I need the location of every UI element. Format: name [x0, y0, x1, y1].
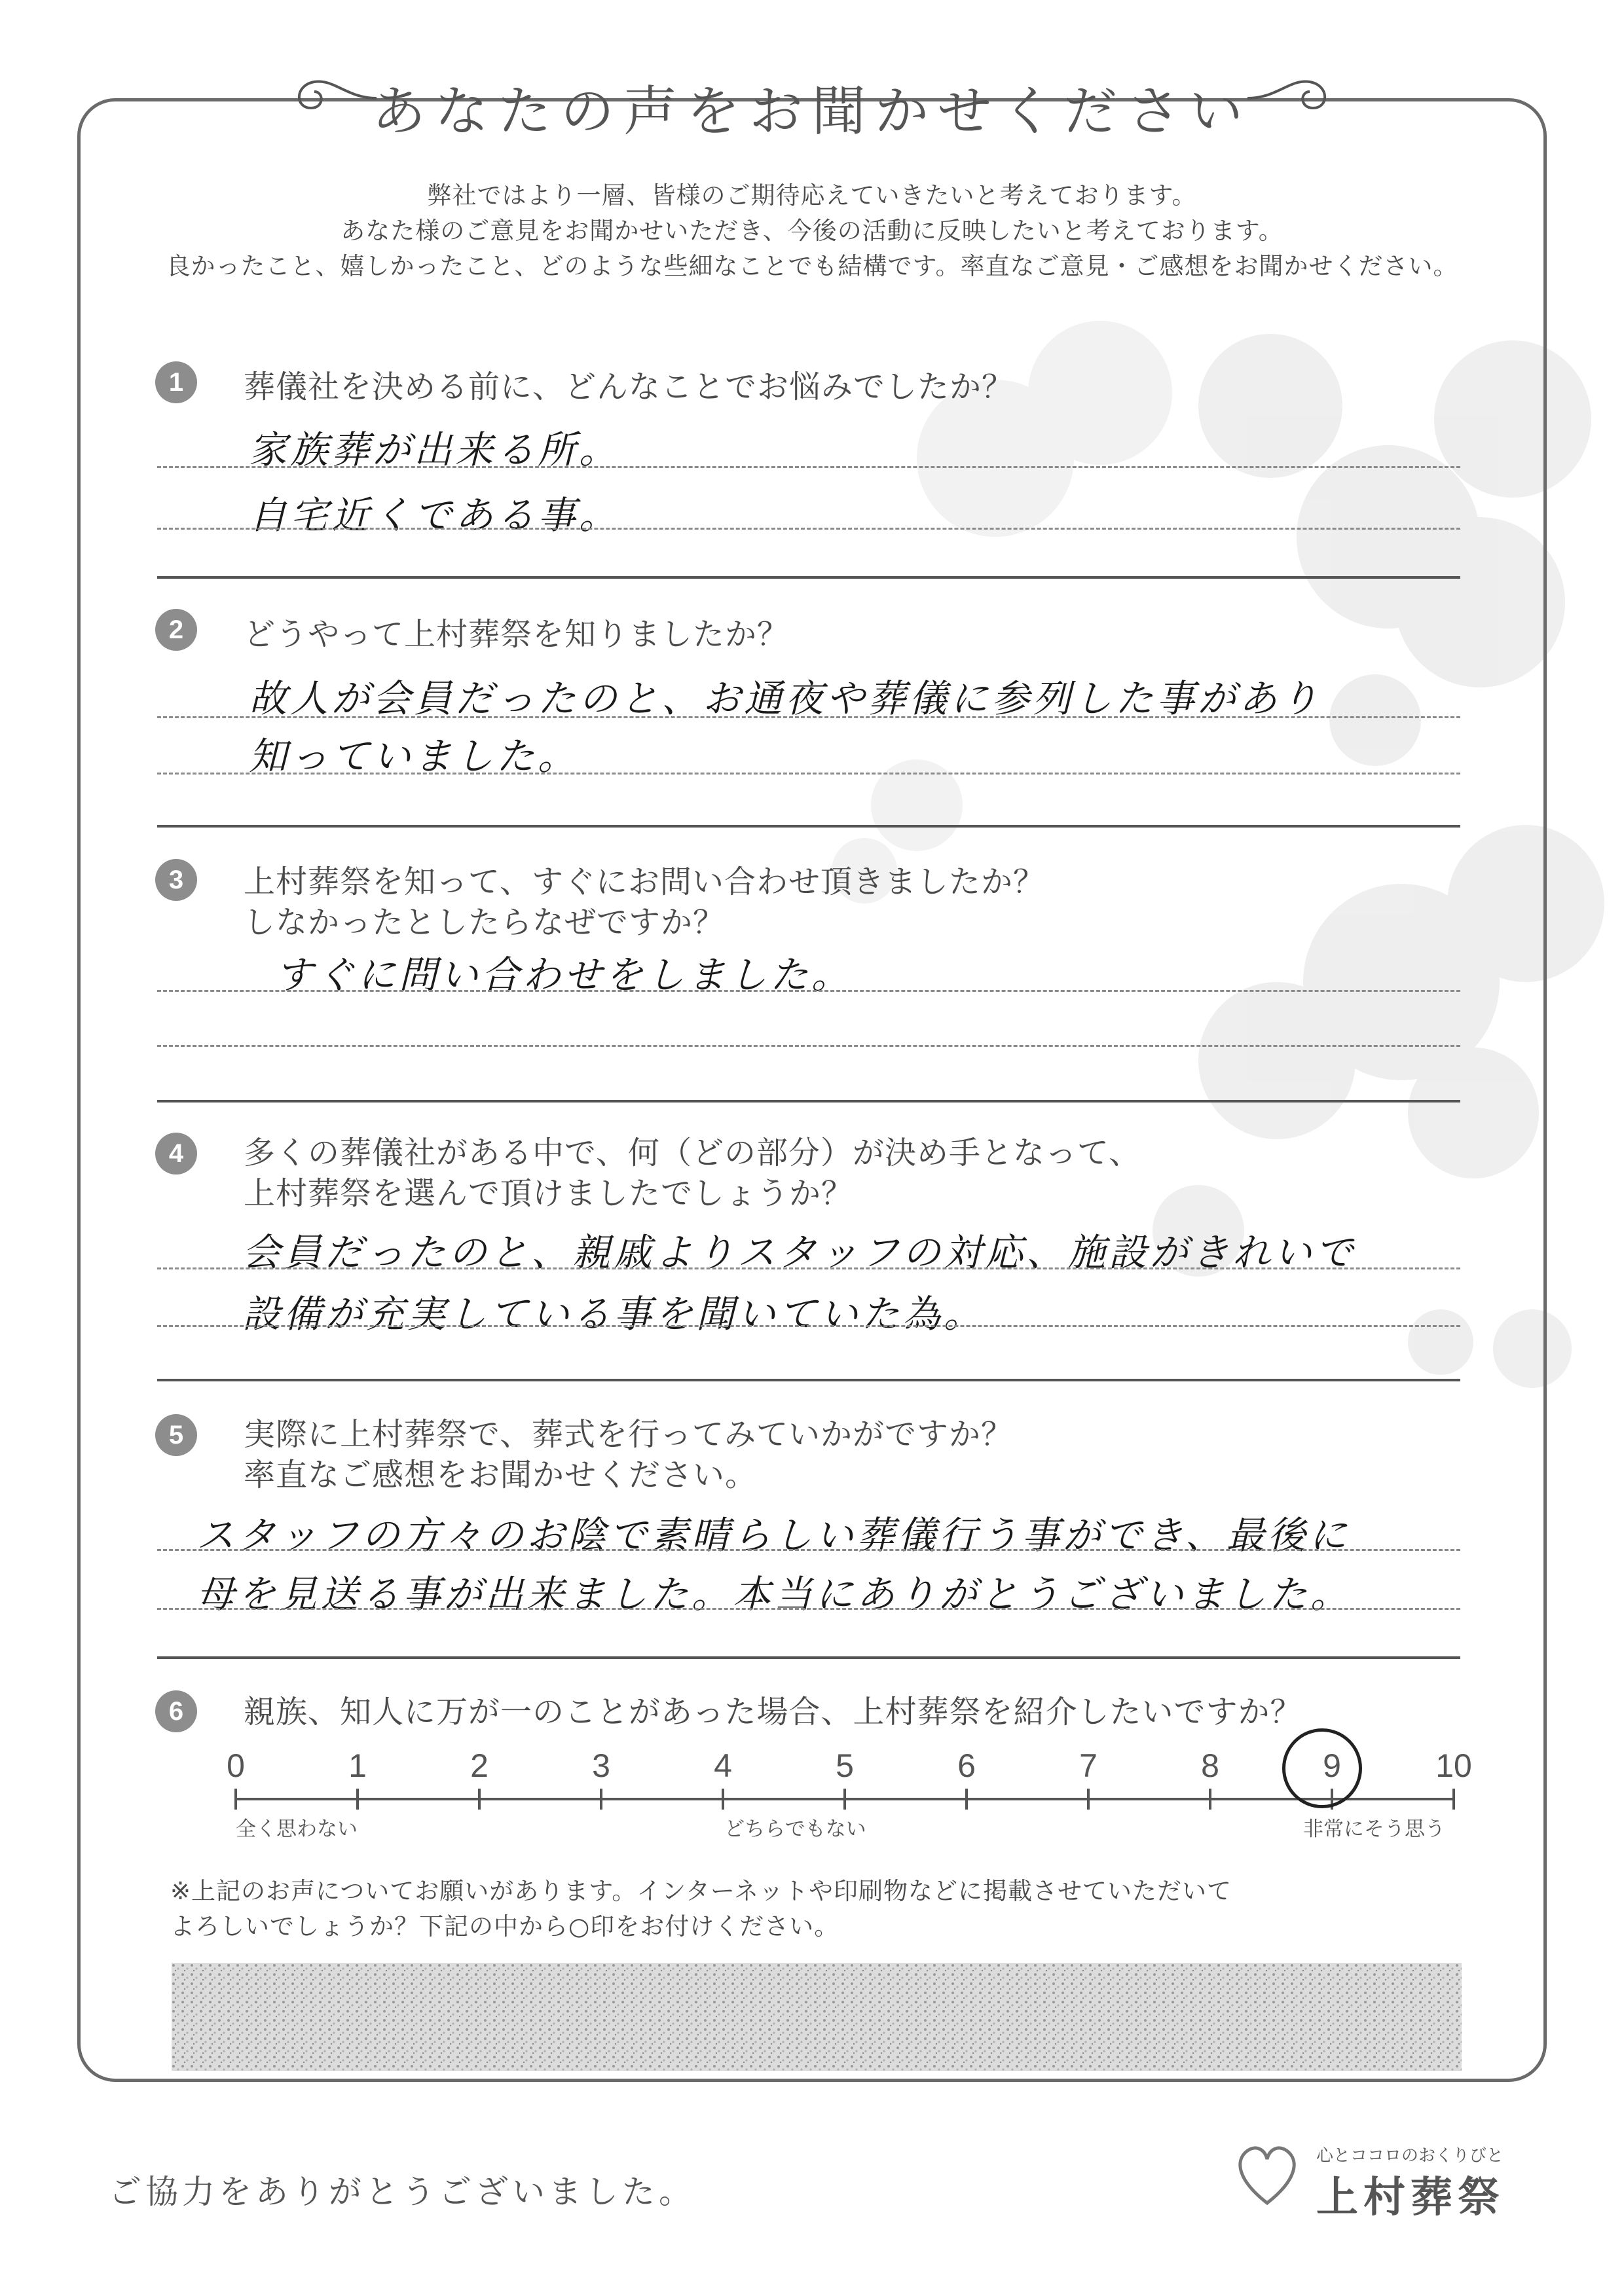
handwritten-answer: 母を見送る事が出来ました。本当にありがとうございました。 — [196, 1572, 1352, 1616]
scale-tick-label: 7 — [1079, 1747, 1098, 1784]
scale-tick-label: 9 — [1323, 1747, 1341, 1784]
scale-tick-label: 8 — [1201, 1747, 1219, 1784]
thank-you-message: ご協力をありがとうございました。 — [109, 2173, 695, 2211]
question-text: 多くの葬儀社がある中で、何（どの部分）が決め手となって、 — [244, 1135, 1141, 1171]
handwritten-answer: 自宅近くである事。 — [249, 493, 621, 538]
scale-label-high: 非常にそう思う — [1303, 1817, 1445, 1841]
scale-tick-label: 5 — [836, 1747, 854, 1784]
question-number-badge: 3 — [155, 859, 197, 901]
handwritten-answer: スタッフの方々のお陰で素晴らしい葬儀行う事ができ、最後に — [196, 1513, 1350, 1558]
scale-tick-label: 4 — [714, 1747, 732, 1784]
handwritten-answer: 家族葬が出来る所。 — [249, 428, 621, 472]
question-text: 上村葬祭を知って、すぐにお問い合わせ頂きましたか？ — [244, 864, 1046, 900]
survey-title: あなたの声をお聞かせください — [371, 81, 1252, 143]
heart-logo-icon — [1231, 2134, 1303, 2213]
redacted-area — [172, 1963, 1462, 2071]
intro-line: あなた様のご意見をお聞かせいただき、今後の活動に反映したいと考えております。 — [341, 217, 1283, 245]
handwritten-answer: すぐに問い合わせをしました。 — [275, 953, 853, 997]
scale-tick-label: 10 — [1435, 1747, 1472, 1784]
intro-line: 良かったこと、嬉しかったこと、どのような些細なことでも結構です。率直なご意見・ご感想をお聞かせください。 — [166, 252, 1458, 280]
scale-tick-label: 3 — [592, 1747, 610, 1784]
scale-label-low: 全く思わない — [236, 1817, 358, 1841]
question-text: どうやって上村葬祭を知りましたか？ — [244, 616, 790, 653]
company-tagline: 心とココロのおくりびと — [1316, 2146, 1504, 2166]
consent-note: ※上記のお声についてお願いがあります。インターネットや印刷物などに掲載させていただいて — [170, 1877, 1232, 1905]
scale-tick-label: 2 — [470, 1747, 489, 1784]
question-number-badge: 4 — [155, 1133, 197, 1175]
scale-tick-label: 1 — [348, 1747, 367, 1784]
question-number-badge: 5 — [155, 1414, 197, 1456]
question-text: 率直なご感想をお聞かせください。 — [244, 1457, 758, 1493]
intro-line: 弊社ではより一層、皆様のご期待応えていきたいと考えております。 — [427, 181, 1197, 210]
scale-label-mid: どちらでもない — [724, 1817, 866, 1841]
question-number-badge: 1 — [155, 361, 197, 403]
scale-tick-label: 6 — [957, 1747, 976, 1784]
handwritten-answer: 知っていました。 — [249, 734, 580, 778]
question-number-badge: 2 — [155, 609, 197, 651]
company-logo-text: 上村葬祭 — [1316, 2174, 1505, 2222]
scale-tick-label: 0 — [227, 1747, 245, 1784]
question-text: 実際に上村葬祭で、葬式を行ってみていかがですか？ — [244, 1416, 1014, 1453]
question-number-badge: 6 — [155, 1690, 197, 1732]
handwritten-answer: 故人が会員だったのと、お通夜や葬儀に参列した事があり — [249, 676, 1322, 721]
question-text: 親族、知人に万が一のことがあった場合、上村葬祭を紹介したいですか？ — [244, 1694, 1302, 1730]
question-text: 葬儀社を決める前に、どんなことでお悩みでしたか？ — [244, 369, 1014, 405]
handwritten-answer: 会員だったのと、親戚よりスタッフの対応、施設がきれいで — [242, 1230, 1357, 1275]
selected-rating-circle — [1282, 1728, 1362, 1808]
consent-note: よろしいでしょうか？下記の中から○印をお付けください。 — [170, 1912, 840, 1941]
question-text: 上村葬祭を選んで頂けましたでしょうか？ — [244, 1175, 854, 1212]
question-text: しなかったとしたらなぜですか？ — [244, 904, 726, 941]
handwritten-answer: 設備が充実している事を聞いていた為。 — [242, 1292, 986, 1336]
